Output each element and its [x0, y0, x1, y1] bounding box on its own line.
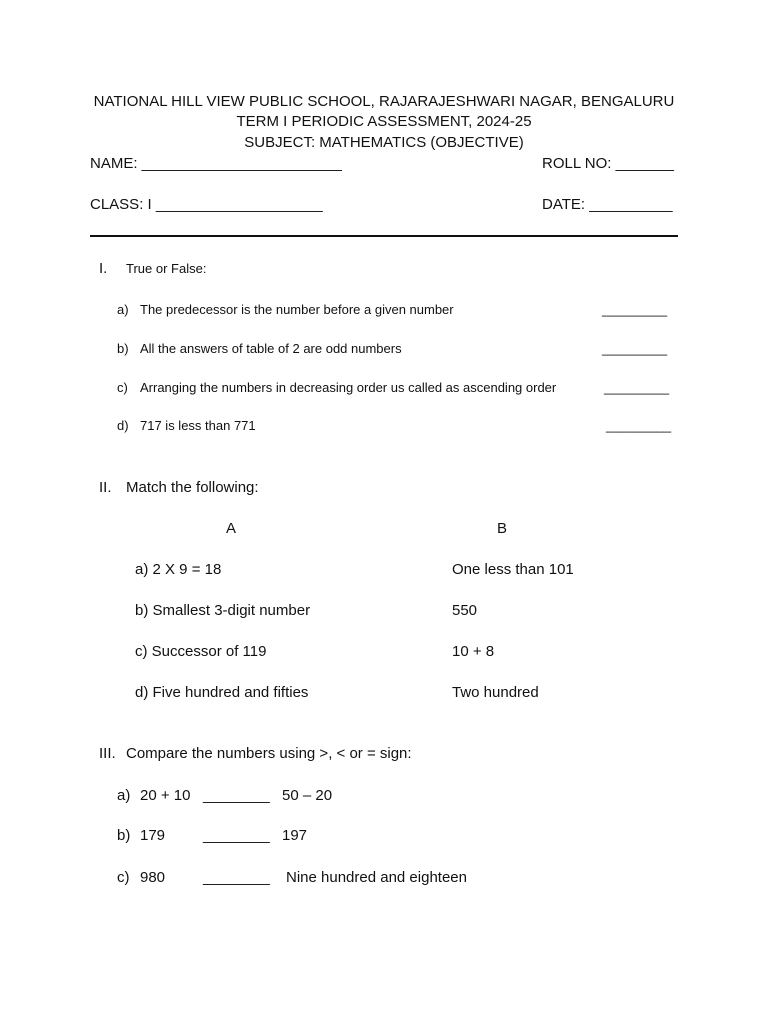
match-item-a: a) 2 X 9 = 18: [135, 561, 222, 578]
match-item-b: Two hundred: [452, 684, 539, 701]
section-2-title: Match the following:: [126, 479, 259, 496]
roll-no-field: ROLL NO: _______: [542, 155, 675, 172]
compare-blank: ________: [203, 869, 270, 886]
header-divider: [90, 235, 678, 237]
compare-blank: ________: [203, 827, 270, 844]
compare-left-value: 20 + 10: [140, 787, 191, 804]
tf-item-text: All the answers of table of 2 are odd numbers: [140, 341, 402, 356]
school-name: NATIONAL HILL VIEW PUBLIC SCHOOL, RAJARAJESHWARI NAGAR, BENGALURU: [93, 93, 675, 110]
compare-left-value: 179: [140, 827, 166, 844]
column-a-heading: A: [226, 520, 237, 537]
match-item-b: 550: [452, 602, 478, 619]
compare-right-value: 50 – 20: [282, 787, 333, 804]
compare-right-value: Nine hundred and eighteen: [286, 869, 467, 886]
date-field: DATE: __________: [542, 196, 673, 213]
match-item-b: 10 + 8: [452, 643, 495, 660]
class-field: CLASS: I ____________________: [90, 196, 323, 213]
tf-item-text: The predecessor is the number before a given number: [140, 302, 454, 317]
tf-item-letter: d): [117, 418, 129, 433]
tf-answer-blank: _________: [602, 302, 668, 317]
match-item-a: c) Successor of 119: [135, 643, 267, 660]
name-field: NAME: ________________________: [90, 155, 342, 172]
tf-item-text: 717 is less than 771: [140, 418, 256, 433]
tf-item-letter: a): [117, 302, 129, 317]
tf-answer-blank: _________: [606, 418, 672, 433]
match-item-a: b) Smallest 3-digit number: [135, 602, 311, 619]
tf-item-letter: b): [117, 341, 129, 356]
section-1-title: True or False:: [126, 261, 207, 276]
column-b-heading: B: [497, 520, 508, 537]
assessment-title: TERM I PERIODIC ASSESSMENT, 2024-25: [236, 113, 532, 130]
compare-item-letter: a): [117, 787, 131, 804]
tf-answer-blank: _________: [604, 380, 670, 395]
tf-item-text: Arranging the numbers in decreasing order us called as ascending order: [140, 380, 557, 395]
compare-item-letter: b): [117, 827, 131, 844]
match-item-b: One less than 101: [452, 561, 574, 578]
compare-right-value: 197: [282, 827, 308, 844]
compare-item-letter: c): [117, 869, 130, 886]
section-3-title: Compare the numbers using >, < or = sign:: [126, 745, 412, 762]
compare-left-value: 980: [140, 869, 166, 886]
compare-blank: ________: [203, 787, 270, 804]
section-1-numeral: I.: [99, 260, 108, 277]
tf-answer-blank: _________: [602, 341, 668, 356]
subject-title: SUBJECT: MATHEMATICS (OBJECTIVE): [244, 134, 524, 151]
match-item-a: d) Five hundred and fifties: [135, 684, 309, 701]
section-3-numeral: III.: [99, 745, 116, 762]
tf-item-letter: c): [117, 380, 128, 395]
section-2-numeral: II.: [99, 479, 112, 496]
